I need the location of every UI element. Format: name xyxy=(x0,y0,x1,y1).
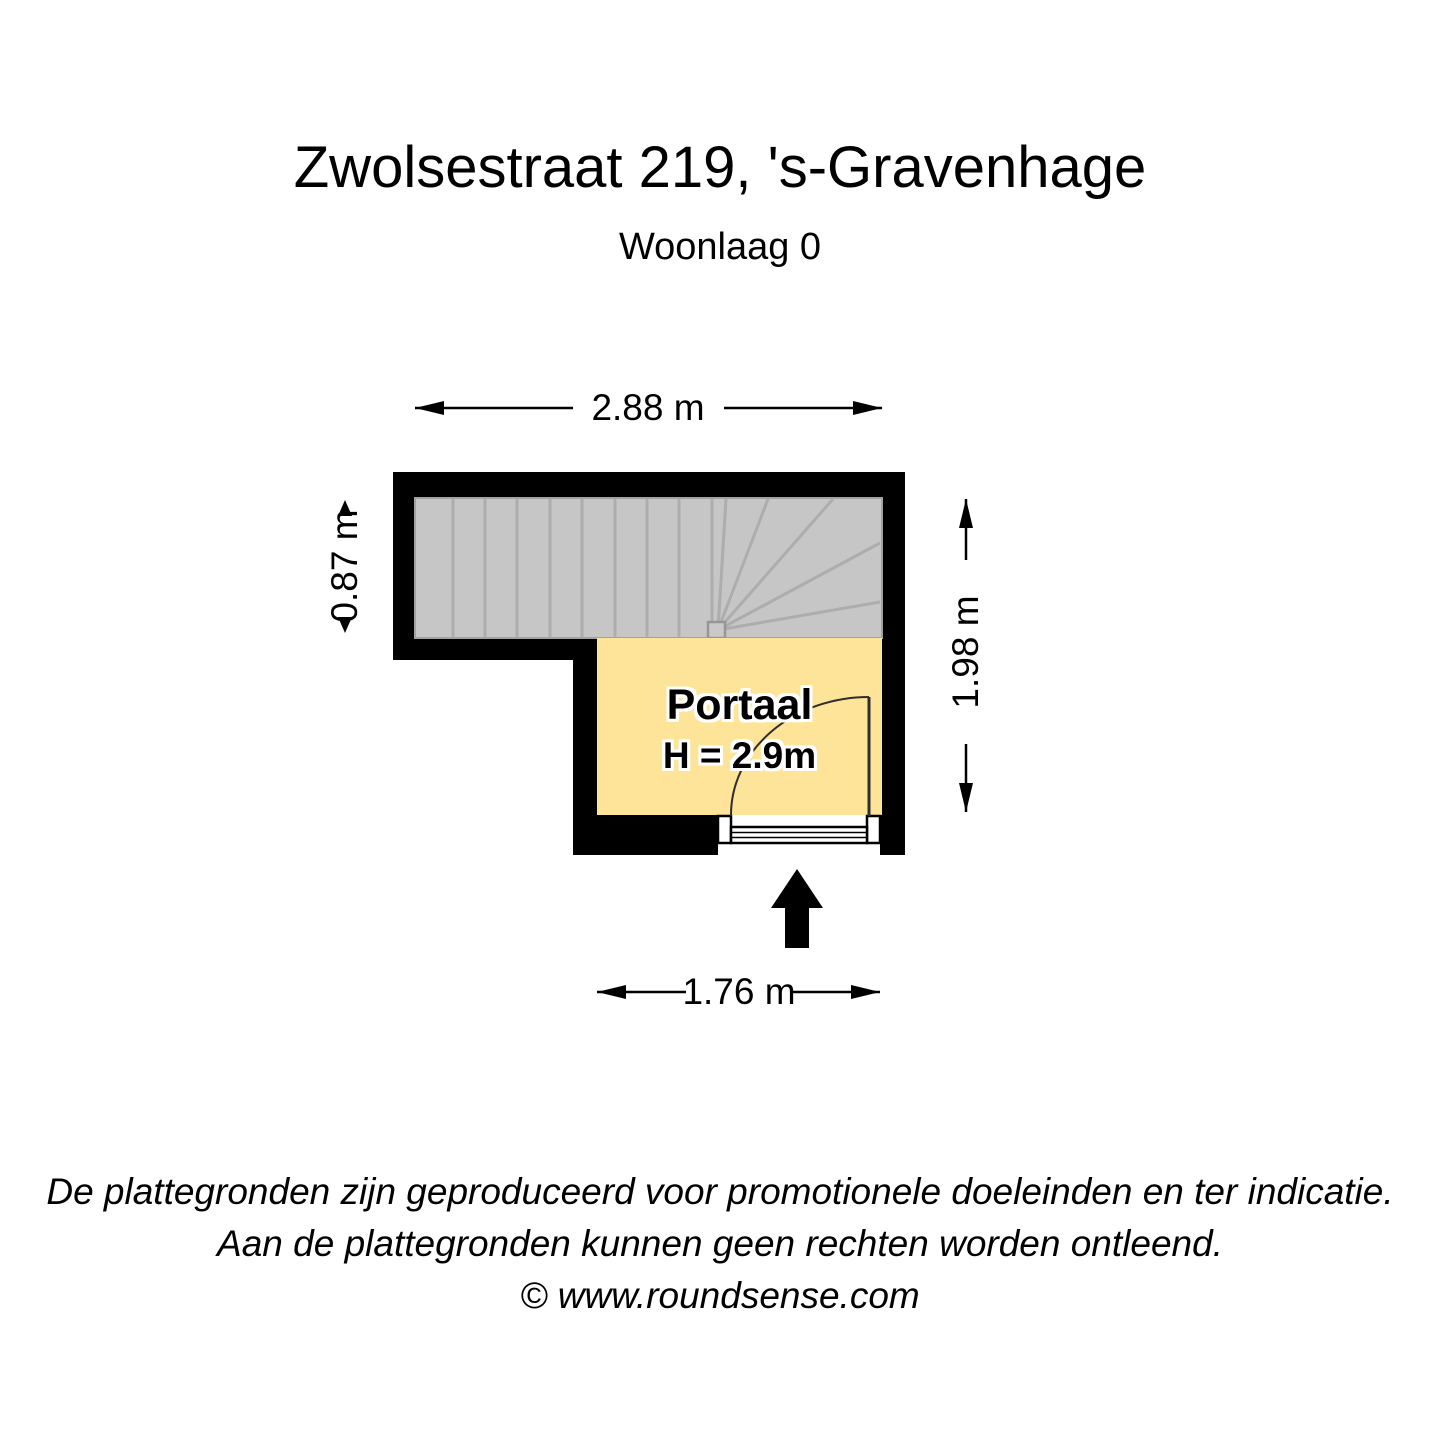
arrowhead-left xyxy=(415,401,444,415)
wall-under-stairs xyxy=(393,638,597,660)
dimension-label-top: 2.88 m xyxy=(591,387,705,428)
wall-top xyxy=(393,472,905,498)
page-title: Zwolsestraat 219, 's-Gravenhage xyxy=(293,135,1147,200)
wall-right-bottom-block xyxy=(880,815,905,855)
copyright-line: © www.roundsense.com xyxy=(520,1275,920,1316)
room-name-label: Portaal xyxy=(666,681,813,729)
dimension-label-right: 1.98 m xyxy=(945,595,986,709)
disclaimer-line-1: De plattegronden zijn geproduceerd voor promotionele doeleinden en ter indicatie. xyxy=(46,1171,1394,1212)
entrance-arrow xyxy=(771,869,823,948)
arrowhead-right xyxy=(853,401,882,415)
arrowhead-down xyxy=(959,783,973,812)
wall-portal-bottom xyxy=(573,815,718,855)
dimension-label-left: 0.87 m xyxy=(324,509,365,623)
wall-left xyxy=(393,472,415,660)
door-sill-left-cap xyxy=(718,816,731,843)
door-sill-band xyxy=(731,827,867,843)
arrowhead-left xyxy=(597,985,626,999)
arrowhead-up xyxy=(959,499,973,528)
room-height-label: H = 2.9m xyxy=(662,735,817,776)
arrowhead-right xyxy=(851,985,880,999)
newel-post xyxy=(708,622,725,638)
footer-disclaimer xyxy=(0,1166,1440,1322)
door-sill-right-cap xyxy=(867,816,880,843)
room-label-block xyxy=(597,638,882,776)
dimension-label-bottom: 1.76 m xyxy=(682,971,796,1012)
disclaimer-line-2: Aan de plattegronden kunnen geen rechten worden ontleend. xyxy=(217,1223,1223,1264)
door-sill xyxy=(718,816,880,843)
wall-right xyxy=(882,472,905,815)
page-subtitle: Woonlaag 0 xyxy=(618,226,822,268)
